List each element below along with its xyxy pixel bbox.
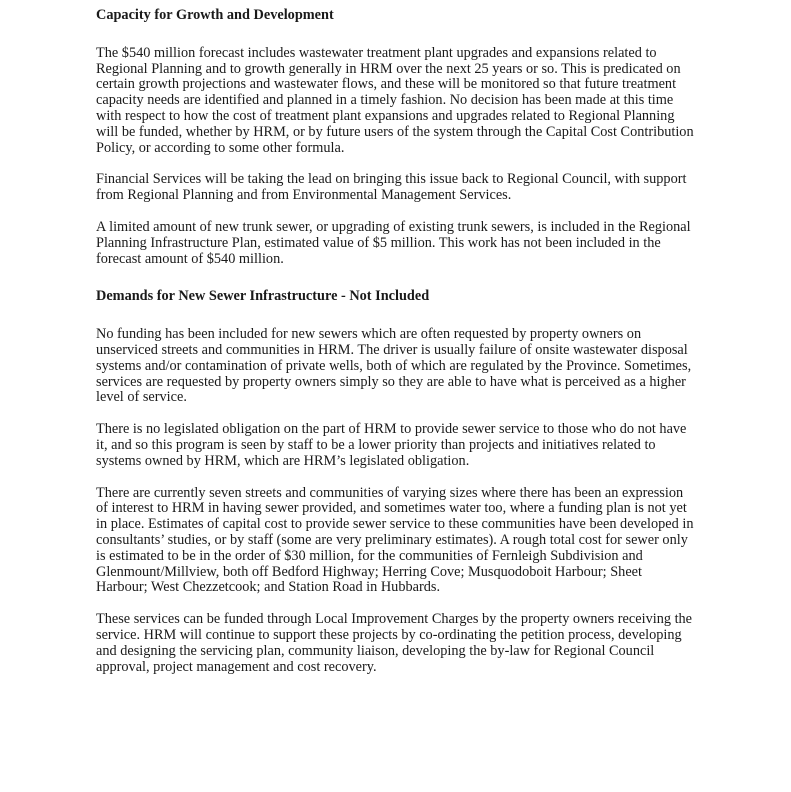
paragraph-no-obligation: There is no legislated obligation on the part of HRM to provide sewer service to those who do not have it, and so this program is seen by staff to be a lower priority than projects and initiatives related to systems owned by HRM, which are HRM’s legislated obligation.: [96, 421, 687, 469]
paragraph-forecast: The $540 million forecast includes wastewater treatment plant upgrades and expansions related to Regional Planning and to growth generally in HRM over the next 25 years or so. This is predicated on certain growth projections and wastewater flows, and these will be monitored so that future treatment capacity needs are identified and planned in a timely fashion. No decision has been made at this time with respect to how the cost of treatment plant expansions and upgrades related to Regional Planning will be funded, whether by HRM, or by future users of the system through the Capital Cost Contribution Policy, or according to some other formula.: [96, 44, 694, 156]
document-page: [96, 8, 696, 675]
paragraph-seven-streets: There are currently seven streets and communities of varying sizes where there has been an expression of interest to HRM in having sewer provided, and sometimes water too, where a funding plan is not yet in place. Estimates of capital cost to provide sewer service to these communities have been developed in consultants’ studies, or by staff (some are very preliminary estimates). A rough total cost for sewer only is estimated to be in the order of $30 million, for the communities of Fernleigh Subdivision and Glenmount/Millview, both off Bedford Highway; Herring Cove; Musquodoboit Harbour; Sheet Harbour; West Chezzetcook; and Station Road in Hubbards.: [96, 484, 694, 596]
paragraph-financial-services: Financial Services will be taking the lead on bringing this issue back to Regional Council, with support from Regional Planning and from Environmental Management Services.: [96, 171, 687, 204]
paragraph-trunk-sewer: A limited amount of new trunk sewer, or upgrading of existing trunk sewers, is included in the Regional Planning Infrastructure Plan, estimated value of $5 million. This work has not been included in the forecast amount of $540 million.: [96, 218, 691, 267]
section-heading-demands: Demands for New Sewer Infrastructure - Not Included: [96, 288, 430, 305]
paragraph-local-improvement: These services can be funded through Local Improvement Charges by the property owners receiving the service. HRM will continue to support these projects by co-ordinating the petition process, developing and designing the servicing plan, community liaison, developing the by-law for Regional Council approval, project management and cost recovery.: [96, 611, 693, 675]
section-heading-capacity: Capacity for Growth and Development: [96, 7, 334, 23]
paragraph-no-funding: No funding has been included for new sewers which are often requested by property owners on unserviced streets and communities in HRM. The driver is usually failure of onsite wastewater disposal systems and/or contamination of private wells, both of which are regulated by the Province. Sometimes, services are requested by property owners simply so they are able to have what is perceived as a higher level of service.: [96, 326, 692, 406]
